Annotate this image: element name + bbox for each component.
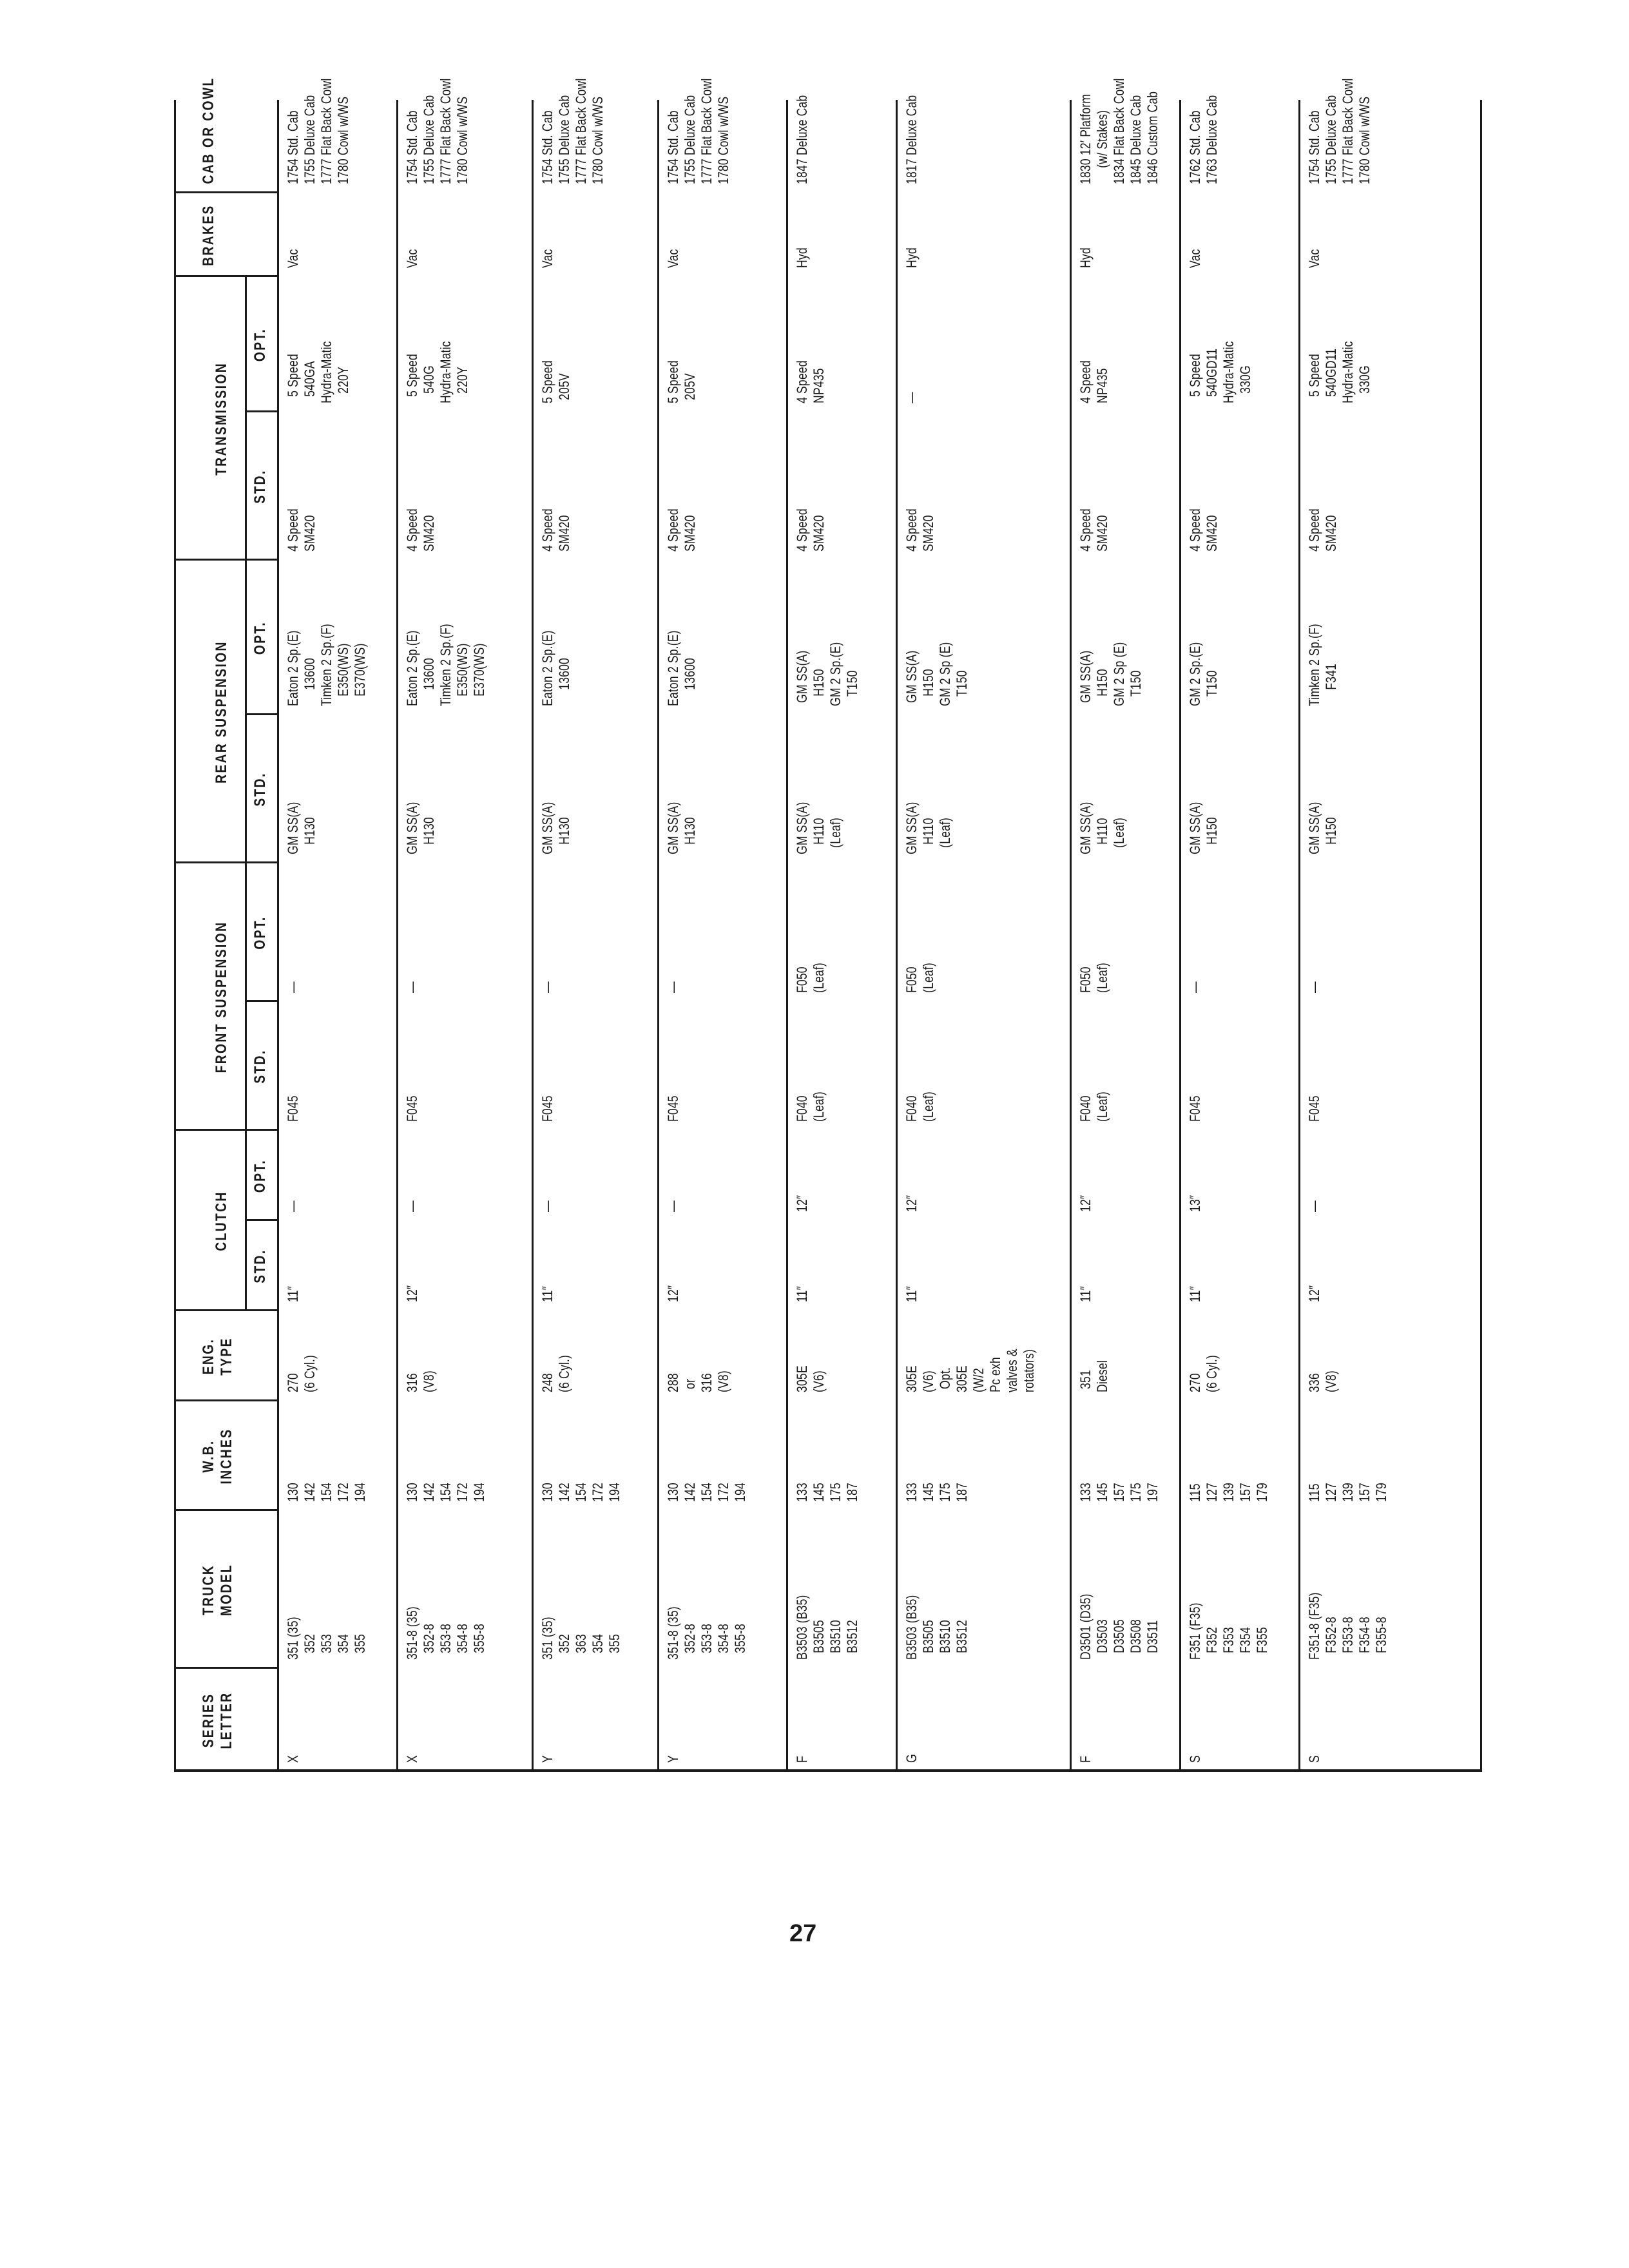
column-rule <box>174 861 277 863</box>
cell-eng: 270 (6 Cyl.) <box>285 1355 318 1392</box>
subcolumn-rule <box>245 1219 277 1221</box>
cell-trans-opt: 5 Speed 205V <box>539 360 572 403</box>
header-fopt: OPT. <box>251 916 269 950</box>
cell-series: S <box>1306 1755 1322 1763</box>
cell-clutch-opt: — <box>539 1200 555 1212</box>
cell-clutch-std: 11″ <box>539 1286 555 1302</box>
cell-clutch-std: 12″ <box>404 1285 420 1302</box>
page-number: 27 <box>789 1920 817 1947</box>
cell-rear-opt: Eaton 2 Sp.(E) 13600 Timken 2 Sp.(F) E350(WS) E370(WS) <box>285 624 368 706</box>
cell-series: Y <box>665 1755 681 1763</box>
cell-rear-opt: Eaton 2 Sp.(E) 13600 Timken 2 Sp.(F) E350(WS) E370(WS) <box>404 624 487 706</box>
cell-wb: 133 145 175 187 <box>794 1483 860 1502</box>
cell-truck: B3503 (B35) B3505 B3510 B3512 <box>794 1595 860 1660</box>
cell-truck: B3503 (B35) B3505 B3510 B3512 <box>903 1595 970 1660</box>
cell-brakes: Vac <box>539 249 555 268</box>
header-rule <box>277 100 279 1772</box>
cell-trans-std: 4 Speed SM420 <box>903 508 936 552</box>
cell-rear-std: GM SS(A) H130 <box>665 802 698 854</box>
header-brakes: BRAKES <box>200 204 217 266</box>
cell-rear-opt: GM 2 Sp.(E) T150 <box>1187 642 1220 706</box>
cell-clutch-opt: 12″ <box>794 1195 810 1212</box>
row-rule <box>786 100 788 1772</box>
header-transmission: TRANSMISSION <box>213 362 230 476</box>
cell-trans-std: 4 Speed SM420 <box>1187 508 1220 552</box>
subcolumn-rule <box>245 1000 277 1002</box>
cell-front-std: F040 (Leaf) <box>1077 1091 1110 1122</box>
cell-series: X <box>404 1755 420 1763</box>
cell-rear-std: GM SS(A) H150 <box>1306 802 1339 854</box>
cell-clutch-std: 11″ <box>903 1286 920 1302</box>
cell-cab: 1762 Std. Cab 1763 Deluxe Cab <box>1187 95 1220 184</box>
header-ropt: OPT. <box>251 620 269 655</box>
group-rule <box>245 277 247 561</box>
cell-trans-std: 4 Speed SM420 <box>665 508 698 552</box>
cell-front-opt: — <box>665 981 681 993</box>
cell-wb: 133 145 175 187 <box>903 1483 970 1502</box>
cell-front-opt: F050 (Leaf) <box>1077 963 1110 993</box>
cell-front-opt: — <box>1306 981 1322 993</box>
cell-trans-std: 4 Speed SM420 <box>285 508 318 552</box>
cell-rear-opt: GM SS(A) H150 GM 2 Sp.(E) T150 <box>794 642 860 706</box>
cell-cab: 1754 Std. Cab 1755 Deluxe Cab 1777 Flat Back Cowl 1780 Cowl w/WS <box>1306 78 1373 184</box>
cell-rear-opt: Timken 2 Sp.(F) F341 <box>1306 624 1339 706</box>
header-rstd: STD. <box>251 772 269 807</box>
cell-cab: 1817 Deluxe Cab <box>903 95 920 184</box>
cell-truck: D3501 (D35) D3503 D3505 D3508 D3511 <box>1077 1593 1161 1660</box>
row-rule <box>896 100 898 1772</box>
cell-front-opt: — <box>285 981 301 993</box>
cell-brakes: Hyd <box>1077 247 1094 268</box>
column-rule <box>174 1129 277 1131</box>
cell-eng: 248 (6 Cyl.) <box>539 1355 572 1392</box>
table-top-rule <box>174 100 176 1772</box>
cell-rear-opt: GM SS(A) H150 GM 2 Sp (E) T150 <box>1077 642 1144 706</box>
column-rule <box>174 1399 277 1401</box>
cell-clutch-std: 11″ <box>794 1286 810 1302</box>
cell-series: X <box>285 1755 301 1763</box>
header-copt: OPT. <box>251 1158 269 1193</box>
cell-cab: 1754 Std. Cab 1755 Deluxe Cab 1777 Flat Back Cowl 1780 Cowl w/WS <box>285 78 351 184</box>
cell-trans-opt: 5 Speed 540G Hydra-Matic 220Y <box>404 341 470 403</box>
cell-trans-std: 4 Speed SM420 <box>794 508 827 552</box>
cell-clutch-opt: — <box>404 1200 420 1212</box>
column-rule <box>174 559 277 561</box>
cell-rear-std: GM SS(A) H110 (Leaf) <box>794 802 843 854</box>
cell-trans-opt: 5 Speed 540GD11 Hydra-Matic 330G <box>1187 341 1253 403</box>
header-fstd: STD. <box>251 1049 269 1084</box>
cell-wb: 115 127 139 157 179 <box>1187 1483 1270 1502</box>
cell-front-std: F040 (Leaf) <box>794 1091 827 1122</box>
cell-front-std: F040 (Leaf) <box>903 1091 936 1122</box>
column-rule <box>174 191 277 193</box>
cell-front-std: F045 <box>1187 1095 1203 1122</box>
cell-wb: 115 127 139 157 179 <box>1306 1483 1389 1502</box>
cell-eng: 351 Diesel <box>1077 1360 1110 1392</box>
cell-rear-std: GM SS(A) H130 <box>539 802 572 854</box>
cell-front-std: F045 <box>285 1095 301 1122</box>
cell-clutch-opt: — <box>665 1200 681 1212</box>
cell-trans-opt: 4 Speed NP435 <box>1077 360 1110 403</box>
cell-trans-opt: 5 Speed 205V <box>665 360 698 403</box>
cell-truck: 351 (35) 352 363 354 355 <box>539 1617 622 1660</box>
cell-series: G <box>903 1754 920 1763</box>
cell-eng: 316 (V8) <box>404 1370 437 1392</box>
row-rule <box>396 100 398 1772</box>
cell-clutch-std: 11″ <box>285 1286 301 1302</box>
table-bottom-rule <box>1480 100 1482 1772</box>
cell-rear-std: GM SS(A) H150 <box>1187 802 1220 854</box>
cell-trans-opt: 4 Speed NP435 <box>794 360 827 403</box>
header-topt: OPT. <box>251 327 269 362</box>
header-series-letter: SERIES LETTER <box>200 1691 235 1749</box>
cell-series: F <box>794 1756 810 1763</box>
cell-clutch-std: 12″ <box>1306 1285 1322 1302</box>
header-truck-model: TRUCK MODEL <box>200 1563 235 1617</box>
cell-eng: 305E (V6) <box>794 1365 827 1392</box>
row-rule <box>657 100 659 1772</box>
cell-wb: 130 142 154 172 194 <box>404 1483 487 1502</box>
cell-cab: 1754 Std. Cab 1755 Deluxe Cab 1777 Flat Back Cowl 1780 Cowl w/WS <box>539 78 606 184</box>
header-wb-inches: W.B. INCHES <box>200 1428 235 1485</box>
cell-rear-opt: GM SS(A) H150 GM 2 Sp (E) T150 <box>903 642 970 706</box>
cell-wb: 133 145 157 175 197 <box>1077 1483 1161 1502</box>
cell-cab: 1754 Std. Cab 1755 Deluxe Cab 1777 Flat Back Cowl 1780 Cowl w/WS <box>404 78 470 184</box>
cell-eng: 305E (V6) Opt. 305E (W/2 Pc exh valves & rotators) <box>903 1349 1037 1392</box>
subcolumn-rule <box>245 410 277 412</box>
cell-wb: 130 142 154 172 194 <box>665 1483 748 1502</box>
left-rule <box>174 1769 1482 1772</box>
cell-wb: 130 142 154 172 194 <box>539 1483 622 1502</box>
cell-truck: 351-8 (35) 352-8 353-8 354-8 355-8 <box>404 1606 487 1660</box>
cell-trans-std: 4 Speed SM420 <box>1306 508 1339 552</box>
header-rear-suspension: REAR SUSPENSION <box>213 640 230 783</box>
cell-brakes: Vac <box>1306 249 1322 268</box>
cell-clutch-std: 12″ <box>665 1285 681 1302</box>
cell-rear-std: GM SS(A) H130 <box>285 802 318 854</box>
cell-brakes: Hyd <box>794 247 810 268</box>
header-engine-type: ENG. TYPE <box>200 1337 235 1376</box>
cell-truck: F351-8 (F35) F352-8 F353-8 F354-8 F355-8 <box>1306 1592 1389 1660</box>
group-rule <box>245 561 247 863</box>
cell-brakes: Vac <box>285 249 301 268</box>
cell-trans-opt: 5 Speed 540GA Hydra-Matic 220Y <box>285 341 351 403</box>
header-clutch: CLUTCH <box>213 1191 230 1251</box>
group-rule <box>245 1131 247 1311</box>
header-cstd: STD. <box>251 1249 269 1283</box>
cell-cab: 1847 Deluxe Cab <box>794 95 810 184</box>
cell-brakes: Vac <box>1187 249 1203 268</box>
cell-eng: 270 (6 Cyl.) <box>1187 1355 1220 1392</box>
cell-rear-std: GM SS(A) H110 (Leaf) <box>1077 802 1127 854</box>
header-cab-or-cowl: CAB OR COWL <box>200 77 217 184</box>
cell-brakes: Hyd <box>903 247 920 268</box>
cell-clutch-opt: 12″ <box>1077 1195 1094 1212</box>
cell-front-std: F045 <box>539 1095 555 1122</box>
cell-trans-std: 4 Speed SM420 <box>1077 508 1110 552</box>
cell-clutch-opt: 13″ <box>1187 1195 1203 1212</box>
cell-brakes: Vac <box>665 249 681 268</box>
cell-front-std: F045 <box>404 1095 420 1122</box>
row-rule <box>1070 100 1072 1772</box>
cell-clutch-opt: — <box>1306 1200 1322 1212</box>
header-front-suspension: FRONT SUSPENSION <box>213 921 230 1073</box>
cell-front-opt: F050 (Leaf) <box>903 963 936 993</box>
cell-front-std: F045 <box>1306 1095 1322 1122</box>
cell-series: Y <box>539 1755 555 1763</box>
cell-rear-std: GM SS(A) H130 <box>404 802 437 854</box>
cell-truck: F351 (F35) F352 F353 F354 F355 <box>1187 1602 1270 1660</box>
cell-truck: 351 (35) 352 353 354 355 <box>285 1617 368 1660</box>
cell-rear-opt: Eaton 2 Sp.(E) 13600 <box>665 630 698 706</box>
cell-front-opt: — <box>404 981 420 993</box>
row-rule <box>1298 100 1300 1772</box>
group-rule <box>245 863 247 1131</box>
column-rule <box>174 1667 277 1669</box>
cell-rear-std: GM SS(A) H110 (Leaf) <box>903 802 953 854</box>
cell-front-opt: F050 (Leaf) <box>794 963 827 993</box>
column-rule <box>174 275 277 277</box>
header-tstd: STD. <box>251 469 269 504</box>
cell-clutch-opt: — <box>285 1200 301 1212</box>
cell-eng: 336 (V8) <box>1306 1370 1339 1392</box>
cell-trans-std: 4 Speed SM420 <box>539 508 572 552</box>
cell-front-std: F045 <box>665 1095 681 1122</box>
cell-trans-std: 4 Speed SM420 <box>404 508 437 552</box>
cell-eng: 288 or 316 (V8) <box>665 1370 731 1392</box>
cell-clutch-opt: 12″ <box>903 1195 920 1212</box>
column-rule <box>174 1309 277 1311</box>
cell-brakes: Vac <box>404 249 420 268</box>
cell-front-opt: — <box>539 981 555 993</box>
cell-trans-opt: 5 Speed 540GD11 Hydra-Matic 330G <box>1306 341 1373 403</box>
cell-clutch-std: 11″ <box>1187 1286 1203 1302</box>
cell-truck: 351-8 (35) 352-8 353-8 354-8 355-8 <box>665 1606 748 1660</box>
row-rule <box>1179 100 1181 1772</box>
cell-wb: 130 142 154 172 194 <box>285 1483 368 1502</box>
subcolumn-rule <box>245 713 277 715</box>
cell-front-opt: — <box>1187 981 1203 993</box>
cell-series: S <box>1187 1755 1203 1763</box>
cell-trans-opt: — <box>903 392 920 403</box>
cell-series: F <box>1077 1756 1094 1763</box>
cell-cab: 1754 Std. Cab 1755 Deluxe Cab 1777 Flat Back Cowl 1780 Cowl w/WS <box>665 78 731 184</box>
column-rule <box>174 1509 277 1511</box>
row-rule <box>532 100 534 1772</box>
cell-clutch-std: 11″ <box>1077 1286 1094 1302</box>
specification-table <box>174 77 1482 1772</box>
cell-cab: 1830 12′ Platform (w/ Stakes) 1834 Flat Back Cowl 1845 Deluxe Cab 1846 Custom Cab <box>1077 78 1161 184</box>
cell-rear-opt: Eaton 2 Sp.(E) 13600 <box>539 630 572 706</box>
